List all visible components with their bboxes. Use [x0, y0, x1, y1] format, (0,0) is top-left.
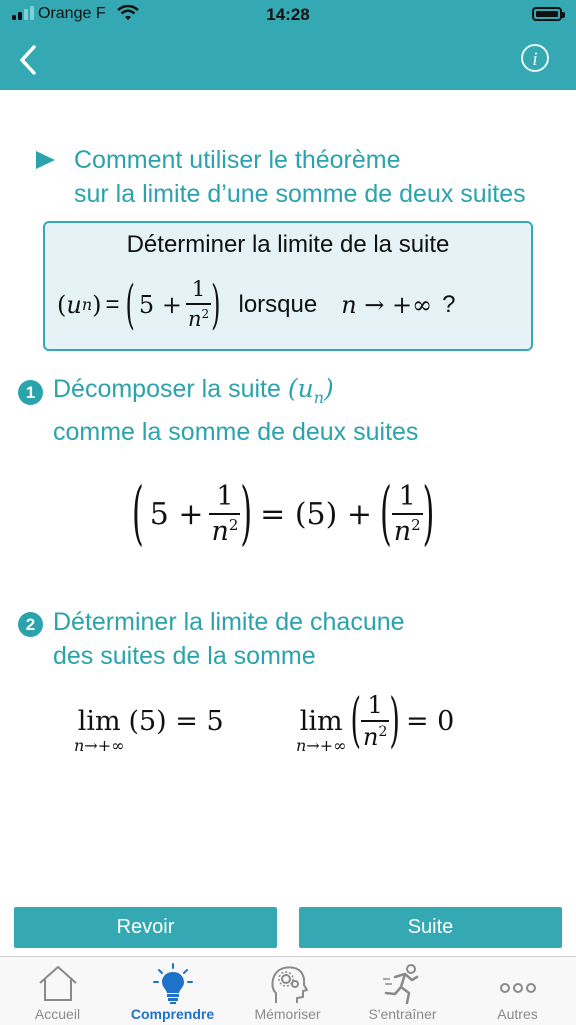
tab-bar [0, 956, 576, 1025]
section-heading [74, 143, 526, 211]
home-icon [36, 963, 80, 1003]
runner-icon [381, 963, 425, 1005]
revoir-button[interactable]: Revoir [14, 907, 277, 948]
tab-comprendre-label: Comprendre [130, 1006, 215, 1022]
step-1-heading: Décomposer la suite $(u_n)$ comme la somme de deux suites [53, 374, 419, 446]
battery-icon [532, 7, 562, 21]
suite-button[interactable]: Suite [299, 907, 562, 948]
heading-line-2: sur la limite d’une somme de deux suites [74, 180, 526, 208]
back-button[interactable] [14, 42, 44, 78]
limit-2: lim n→+∞ ( $\frac{1}{n^2}$ ) = 0 [296, 687, 455, 756]
more-icon [496, 963, 540, 1003]
step-2-heading: Déterminer la limite de chacune des suites de la somme [53, 608, 405, 670]
nav-bar [0, 30, 576, 90]
play-arrow-icon [36, 151, 55, 169]
limit-1: lim n→+∞ (5) = 5 [74, 705, 224, 755]
limit-expression: n → +∞ [341, 290, 433, 319]
tab-accueil[interactable] [0, 957, 115, 1025]
tab-memoriser-label: Mémoriser [254, 1006, 321, 1022]
tab-comprendre[interactable] [115, 957, 230, 1025]
step-2-badge: 2 [18, 612, 43, 637]
carrier-name: Orange F [38, 5, 106, 22]
heading-line-1: Comment utiliser le théorème [74, 146, 401, 174]
clock: 14:28 [266, 5, 310, 24]
lightbulb-icon [151, 963, 195, 1005]
tab-accueil-label: Accueil [34, 1006, 81, 1022]
tab-sentrainer-label: S'entraîner [368, 1006, 437, 1022]
chevron-left-icon [14, 42, 44, 78]
tab-memoriser[interactable] [230, 957, 345, 1025]
info-icon: i [532, 49, 538, 70]
status-bar [0, 0, 576, 30]
question-equation: ( u n ) = ( 5 + $\frac{1}{n^2}$ ) lorsque n → +∞ ? [57, 273, 456, 336]
info-button[interactable] [521, 44, 549, 72]
lorsque-text: lorsque [238, 290, 318, 318]
decomposition-equation: ( 5 + $\frac{1}{n^2}$ ) = (5) + ( $\frac{1}{n^2}$ ) [132, 473, 435, 555]
tab-autres[interactable] [460, 957, 575, 1025]
step-1-badge: 1 [18, 380, 43, 405]
question-title: Déterminer la limite de la suite [126, 231, 450, 258]
brain-gear-icon [266, 963, 310, 1005]
var-u: u [66, 290, 82, 319]
question-box [43, 221, 533, 351]
tab-sentrainer[interactable] [345, 957, 460, 1025]
tab-autres-label: Autres [497, 1006, 538, 1022]
